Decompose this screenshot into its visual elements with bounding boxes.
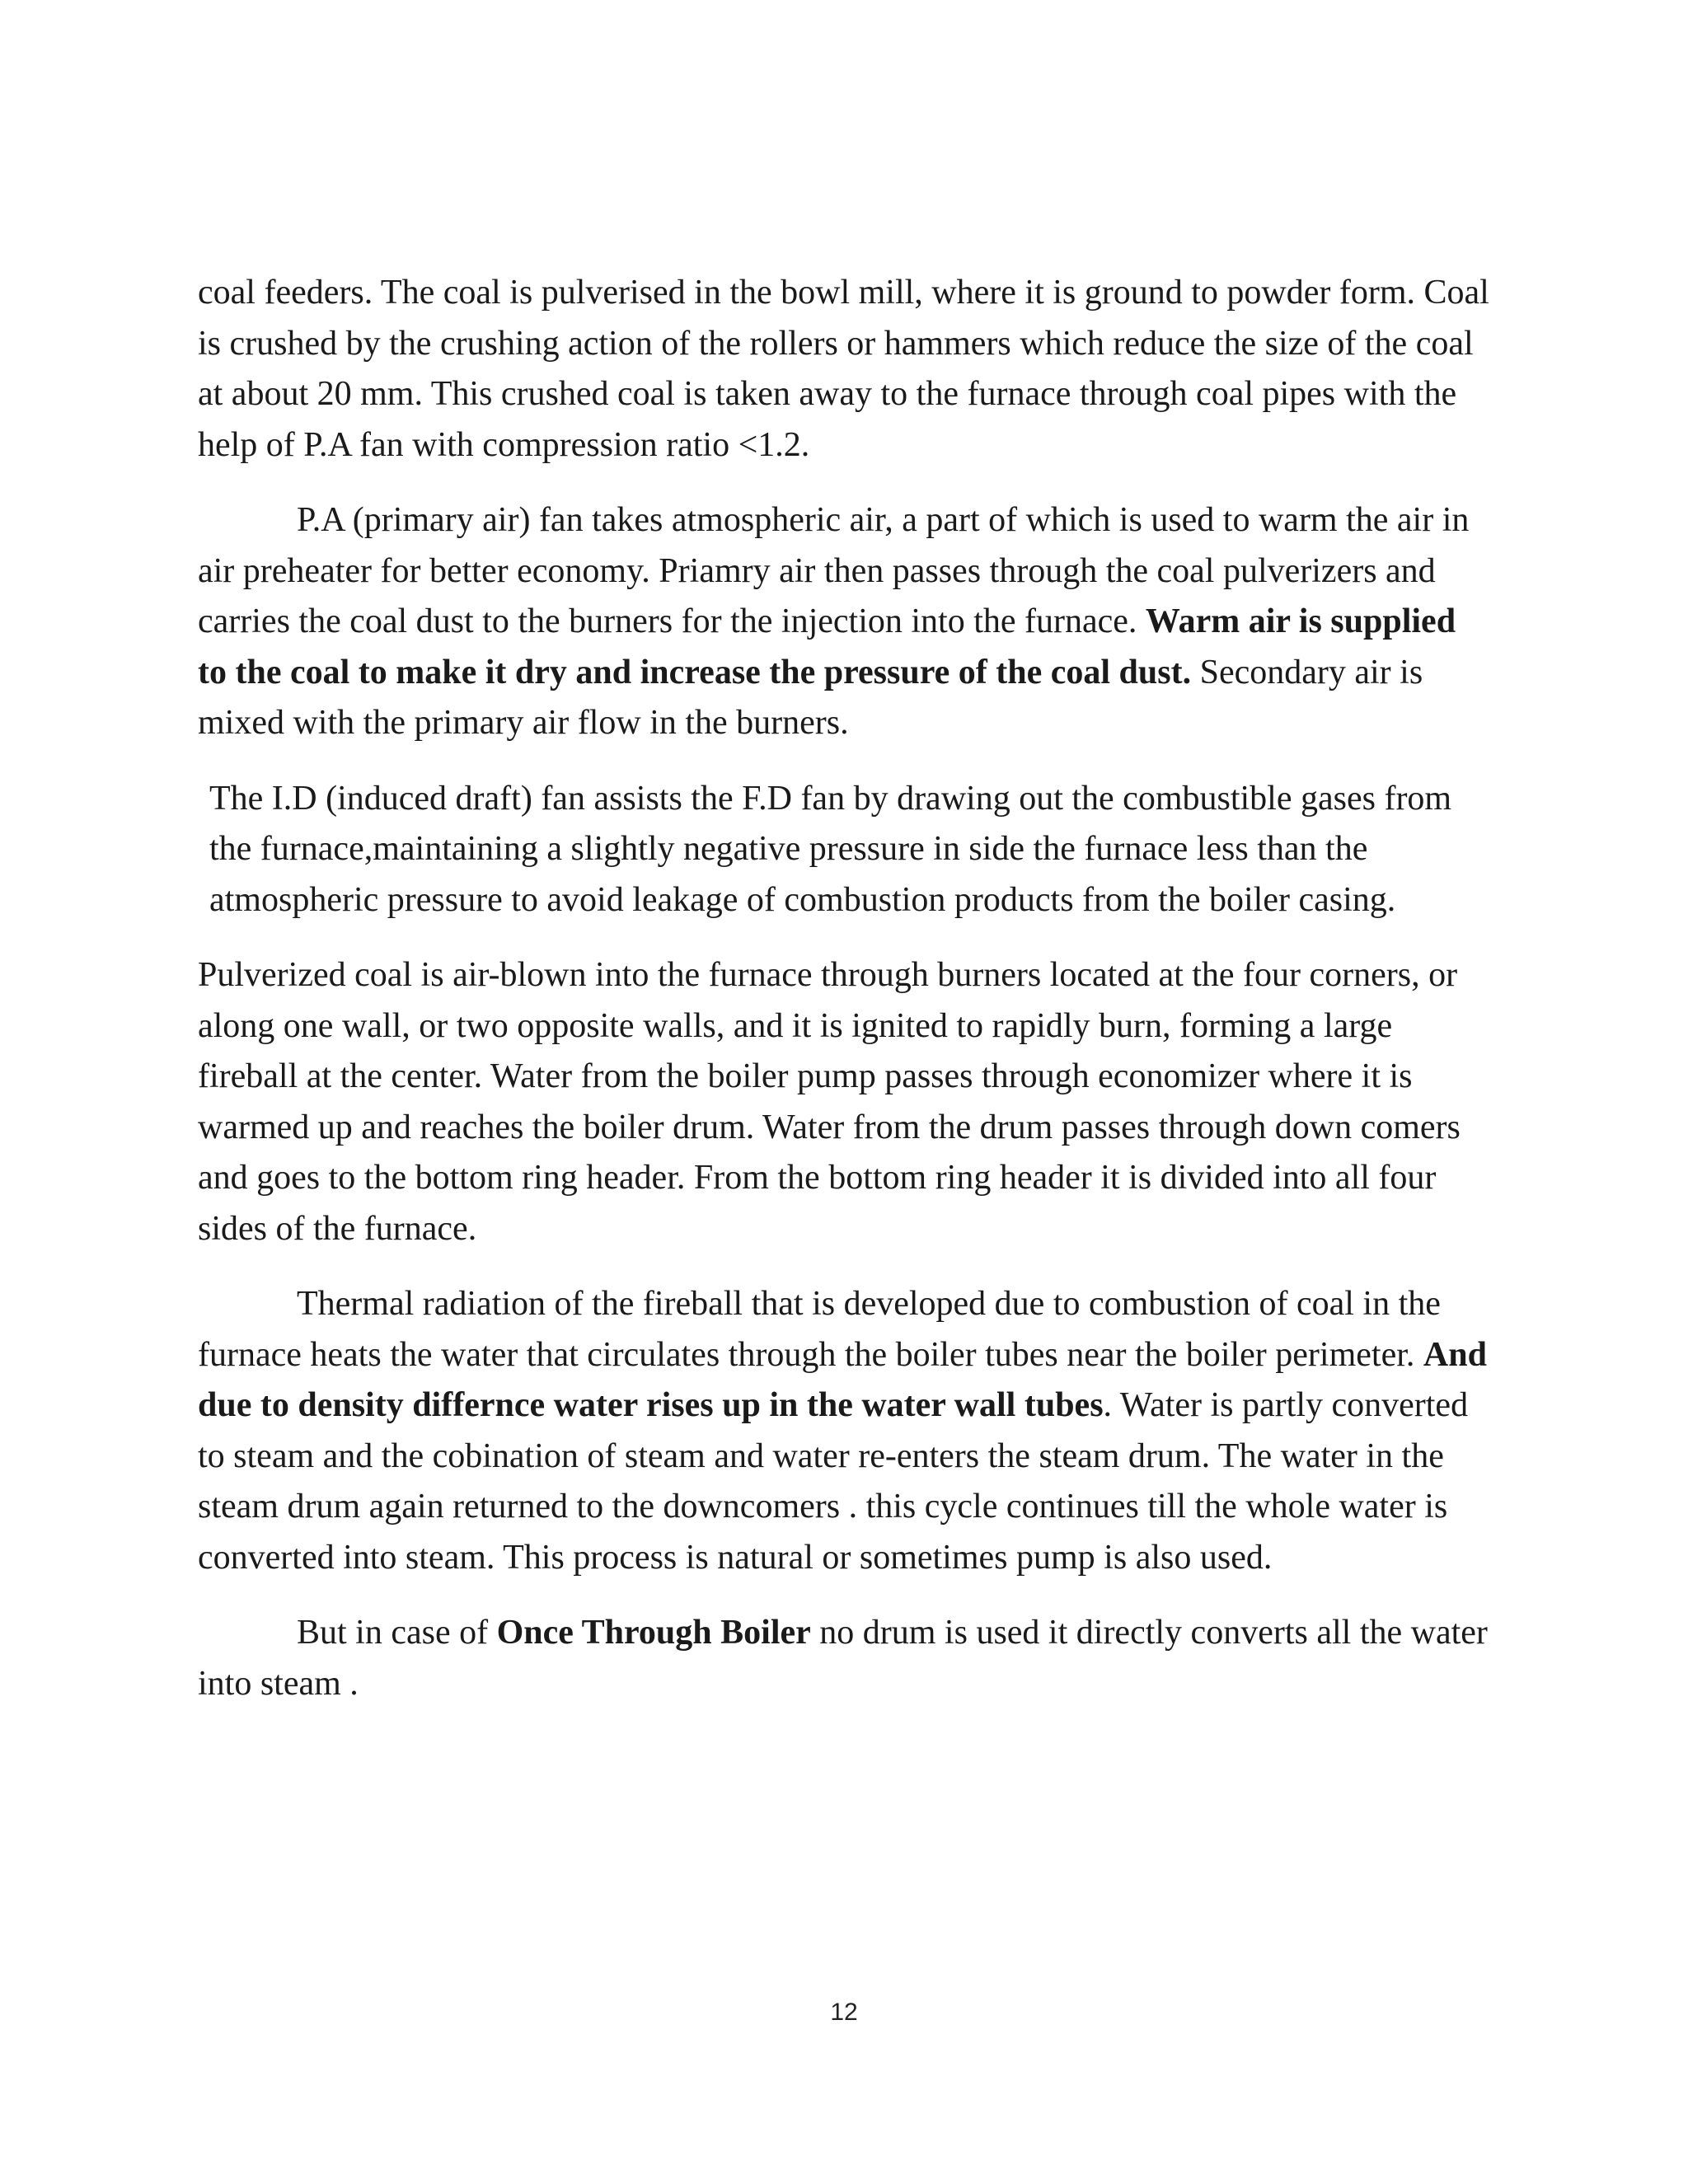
paragraph-text: Pulverized coal is air-blown into the furnace through burners located at the four corners, or along one wall, or two opposite walls, and it is ignited to rapidly burn, forming a large fireball at the center. Water from the boiler pump passes through economizer where it is warmed up and reaches the boiler drum. Water from the drum passes through down comers and goes to the bottom ring header. From the bottom ring header it is divided into all four sides of the furnace. <box>198 956 1461 1248</box>
paragraph-coal-feeders <box>198 268 1492 471</box>
paragraph-text: The I.D (induced draft) fan assists the F.D fan by drawing out the combustible gases from the furnace,maintaining a slightly negative pressure in side the furnace less than the atmospheric pressure to avoid leakage of combustion products from the boiler casing. <box>209 779 1452 919</box>
paragraph-text: no drum is used it directly converts all the water into steam . <box>198 1614 1488 1703</box>
paragraph-induced-draft-fan <box>198 774 1492 926</box>
bold-emphasis: And due to density differnce water rises up in the water wall tubes <box>198 1335 1487 1424</box>
paragraph-primary-air-fan <box>198 495 1492 749</box>
bold-emphasis: Warm air is supplied to the coal to make it dry and increase the pressure of the coal dust. <box>198 602 1456 691</box>
paragraph-text: . Water is partly converted to steam and the cobination of steam and water re-enters the steam drum. The water in the steam drum again returned to the downcomers . this cycle continues till the whole water is converted into steam. This process is natural or sometimes pump is also used. <box>198 1386 1469 1577</box>
page-body <box>198 268 1492 1734</box>
paragraph-thermal-radiation <box>198 1279 1492 1583</box>
paragraph-once-through-boiler <box>198 1608 1492 1709</box>
bold-emphasis: Once Through Boiler <box>496 1614 811 1652</box>
paragraph-text: P.A (primary air) fan takes atmospheric air, a part of which is used to warm the air in air preheater for better economy. Priamry air then passes through the coal pulverizers and carries the coal dust to the burners for the injection into the furnace. <box>198 501 1470 640</box>
page-number: 12 <box>830 1999 858 2026</box>
paragraph-text: Thermal radiation of the fireball that is developed due to combustion of coal in the furnace heats the water that circulates through the boiler tubes near the boiler perimeter. <box>198 1285 1441 1374</box>
paragraph-pulverized-coal <box>198 950 1492 1254</box>
paragraph-text: coal feeders. The coal is pulverised in the bowl mill, where it is ground to powder form. Coal is crushed by the crushing action of the rollers or hammers which reduce the size of the coal at about 20 mm. This crushed coal is taken away to the furnace through coal pipes with the help of P.A fan with compression ratio <1.2. <box>198 274 1489 464</box>
paragraph-text: But in case of <box>297 1614 497 1652</box>
paragraph-text: Secondary air is mixed with the primary air flow in the burners. <box>198 653 1423 742</box>
